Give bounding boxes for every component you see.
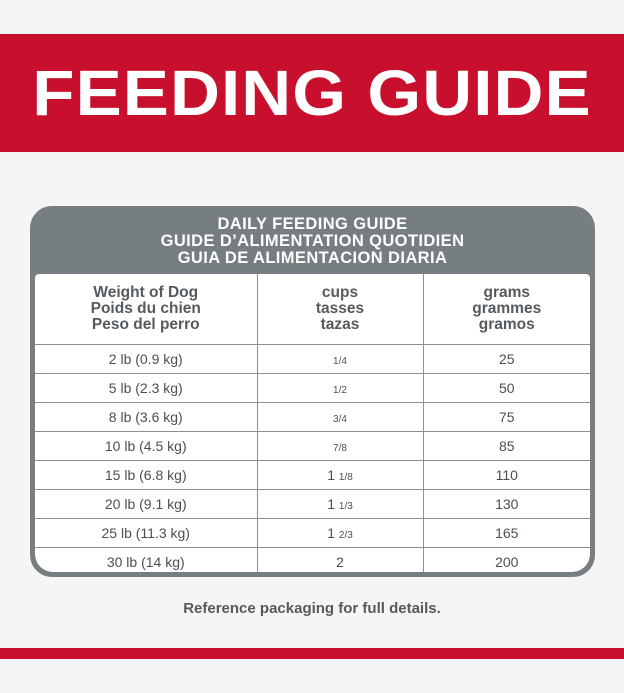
- cups-fraction: 7/8: [333, 443, 347, 454]
- table-row: [35, 374, 590, 403]
- card-header-line-es: GUIA DE ALIMENTACION DIARIA: [177, 248, 448, 267]
- card-header-line-en: DAILY FEEDING GUIDE: [217, 214, 408, 233]
- cell-grams: 165: [423, 519, 590, 548]
- cell-grams: 85: [423, 432, 590, 461]
- cell-cups: [257, 548, 423, 573]
- card-header: [30, 210, 595, 272]
- cups-fraction: 1/8: [338, 472, 353, 483]
- cups-fraction: 1/2: [333, 385, 347, 396]
- card-header-line-fr: GUIDE D’ALIMENTATION QUOTIDIEN: [160, 231, 465, 250]
- cell-grams: 25: [423, 345, 590, 374]
- column-header-line: cups: [321, 284, 359, 301]
- cell-cups: [257, 403, 423, 432]
- feeding-guide-card: [30, 206, 595, 577]
- cell-weight: 30 lb (14 kg): [35, 548, 257, 573]
- banner-title: FEEDING GUIDE: [32, 57, 592, 129]
- table-header-row: [35, 274, 590, 345]
- cell-cups: [257, 345, 423, 374]
- footer-note: Reference packaging for full details.: [183, 600, 441, 617]
- table-row: [35, 461, 590, 490]
- cell-cups: [257, 490, 423, 519]
- cell-cups: [257, 519, 423, 548]
- cups-fraction: 1/4: [333, 356, 347, 367]
- table-body: [35, 345, 590, 573]
- table-row: [35, 548, 590, 573]
- cell-weight: 8 lb (3.6 kg): [35, 403, 257, 432]
- cell-weight: 2 lb (0.9 kg): [35, 345, 257, 374]
- column-header-line: grams: [483, 284, 531, 301]
- cell-grams: 50: [423, 374, 590, 403]
- title-banner: [0, 34, 624, 152]
- cell-weight: 25 lb (11.3 kg): [35, 519, 257, 548]
- column-header-line: tazas: [320, 316, 360, 333]
- feeding-table-container: [35, 274, 590, 572]
- cell-grams: 75: [423, 403, 590, 432]
- column-header-line: Weight of Dog: [93, 284, 199, 301]
- cell-weight: 5 lb (2.3 kg): [35, 374, 257, 403]
- cell-cups: [257, 374, 423, 403]
- table-row: [35, 519, 590, 548]
- column-header-line: Poids du chien: [90, 300, 201, 317]
- column-header-line: gramos: [478, 316, 535, 333]
- column-header-line: Peso del perro: [91, 316, 200, 333]
- table-row: [35, 345, 590, 374]
- cups-fraction: 2/3: [338, 530, 353, 541]
- cell-weight: 10 lb (4.5 kg): [35, 432, 257, 461]
- cups-whole: 1: [327, 467, 335, 483]
- cell-cups: [257, 432, 423, 461]
- cell-grams: 110: [423, 461, 590, 490]
- cups-whole: 2: [336, 554, 344, 570]
- column-header-grams: [423, 274, 590, 345]
- column-header-weight: [35, 274, 257, 345]
- table-row: [35, 432, 590, 461]
- column-header-line: tasses: [315, 300, 365, 317]
- cups-whole: 1: [327, 496, 335, 512]
- cups-fraction: 3/4: [333, 414, 347, 425]
- cups-whole: 1: [327, 525, 335, 541]
- column-header-line: grammes: [472, 300, 542, 317]
- bottom-red-bar: [0, 648, 624, 659]
- top-margin: [0, 0, 624, 34]
- column-header-cups: [257, 274, 423, 345]
- cell-grams: 130: [423, 490, 590, 519]
- feeding-table: [35, 274, 590, 572]
- cups-fraction: 1/3: [338, 501, 353, 512]
- cell-weight: 15 lb (6.8 kg): [35, 461, 257, 490]
- cell-grams: 200: [423, 548, 590, 573]
- table-row: [35, 490, 590, 519]
- cell-cups: [257, 461, 423, 490]
- cell-weight: 20 lb (9.1 kg): [35, 490, 257, 519]
- table-row: [35, 403, 590, 432]
